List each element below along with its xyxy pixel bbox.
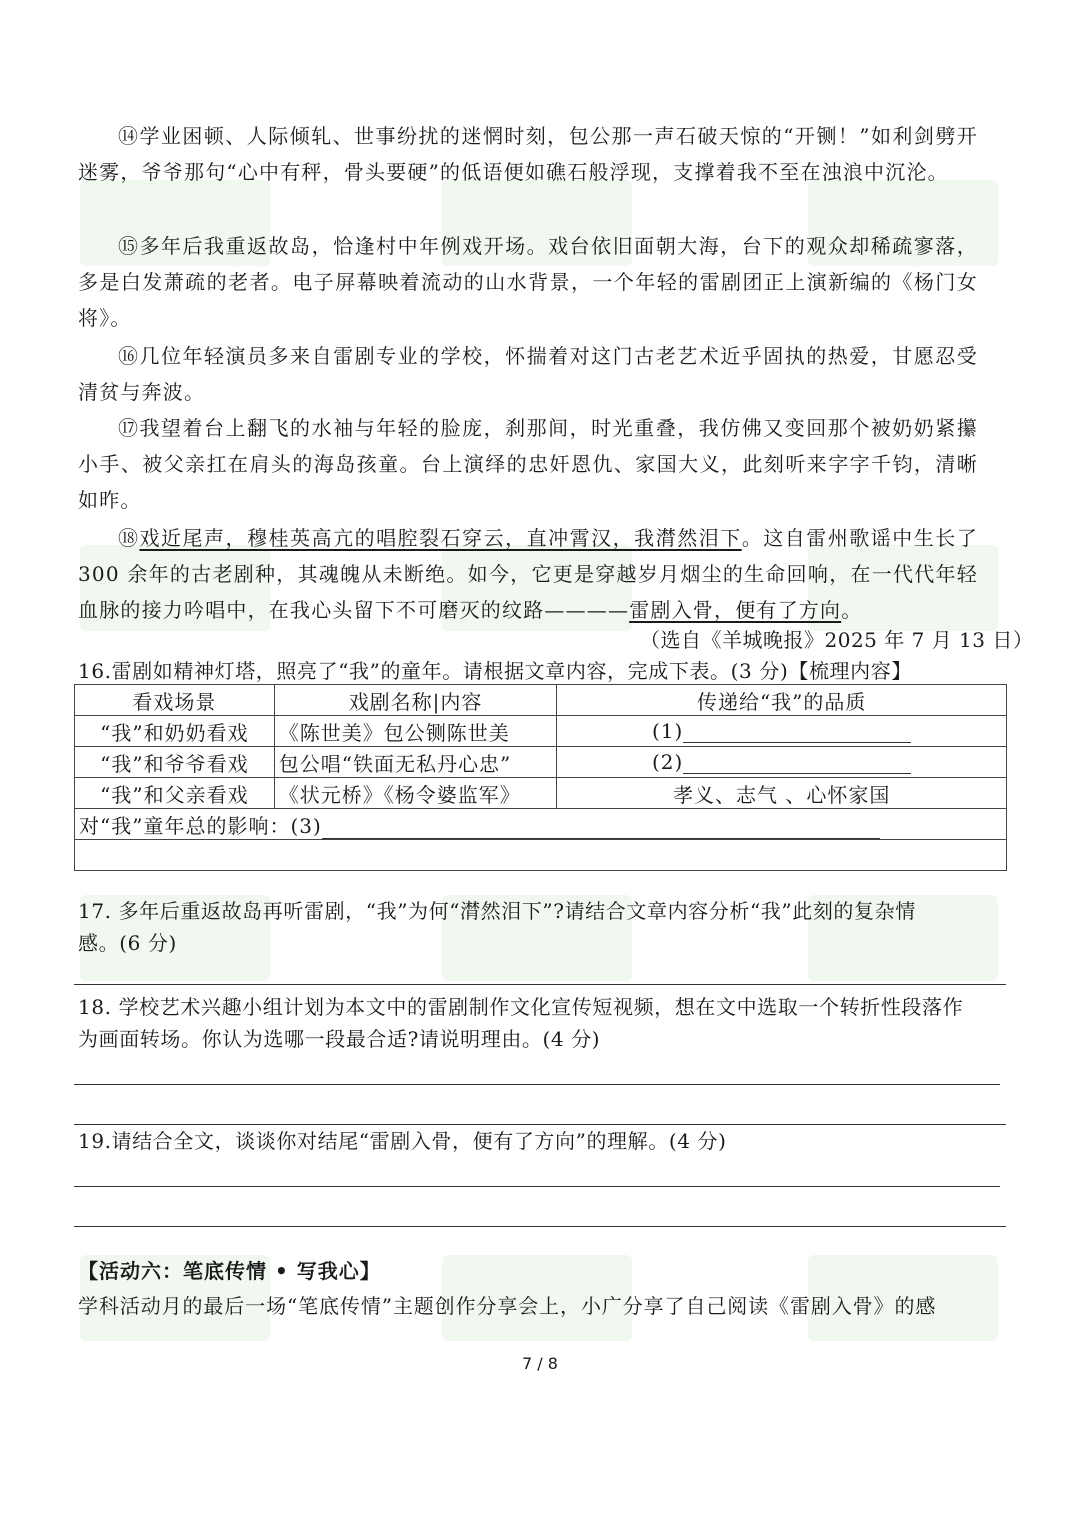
- table-row: [75, 778, 1007, 809]
- table-empty-row: [75, 840, 1007, 871]
- page-number: 7 / 8: [522, 1354, 558, 1373]
- table-row: [75, 716, 1007, 747]
- source-citation: （选自《羊城晚报》2025 年 7 月 13 日）: [640, 628, 1034, 652]
- summary-label: 对“我”童年总的影响：(3): [79, 813, 322, 838]
- table-cell-quality[interactable]: [557, 716, 1007, 747]
- question-19-line-1: 19.请结合全文，谈谈你对结尾“雷剧入骨，便有了方向”的理解。(4 分): [78, 1129, 727, 1153]
- paragraph-18-end: 。: [841, 598, 863, 622]
- table-cell-drama: 包公唱“铁面无私丹心忠”: [274, 747, 557, 778]
- underlined-ending: 雷剧入骨，便有了方向: [629, 598, 842, 622]
- table-cell-quality[interactable]: [557, 747, 1007, 778]
- paragraph-18-middle: 。这自雷州歌谣中生长了 300 余年的古老剧种，其魂魄从未断绝。如今，它更是穿越岁月烟尘的生命回响，在一代代年轻血脉的接力吟唱中，在我心头留下不可磨灭的纹路————: [78, 526, 979, 622]
- question-16-table: [74, 684, 1007, 871]
- table-header: 传递给“我”的品质: [557, 685, 1007, 716]
- table-cell-scene: “我”和父亲看戏: [75, 778, 275, 809]
- summary-cell[interactable]: [75, 809, 1007, 840]
- question-17-line-1: 17. 多年后重返故岛再听雷剧，“我”为何“潸然泪下”?请结合文章内容分析“我”此刻的复杂情: [78, 899, 916, 923]
- answer-blank-1[interactable]: [683, 724, 911, 743]
- paragraph-18: [78, 520, 978, 628]
- answer-line[interactable]: [74, 1186, 1000, 1187]
- answer-blank-3[interactable]: [322, 820, 880, 839]
- question-16-prompt: 16.雷剧如精神灯塔，照亮了“我”的童年。请根据文章内容，完成下表。(3 分)【梳理内容】: [78, 659, 912, 683]
- paragraph-18-number: ⑱: [118, 526, 140, 550]
- answer-line[interactable]: [74, 1226, 1006, 1227]
- table-cell-drama: 《陈世美》包公铡陈世美: [274, 716, 557, 747]
- paragraph-14: ⑭学业困顿、人际倾轧、世事纷扰的迷惘时刻，包公那一声石破天惊的“开铡！”如利剑劈开迷雾，爷爷那句“心中有秤，骨头要硬”的低语便如礁石般浮现，支撑着我不至在浊浪中沉沦。: [78, 124, 978, 184]
- table-cell-scene: “我”和奶奶看戏: [75, 716, 275, 747]
- table-cell-quality: 孝义、志气 、心怀家国: [557, 778, 1007, 809]
- question-18-line-2: 为画面转场。你认为选哪一段最合适?请说明理由。(4 分): [78, 1027, 601, 1051]
- question-17-line-2: 感。(6 分): [78, 931, 177, 955]
- table-header: 看戏场景: [75, 685, 275, 716]
- paragraph-16: ⑯几位年轻演员多来自雷剧专业的学校，怀揣着对这门古老艺术近乎固执的热爱，甘愿忍受清贫与奔波。: [78, 344, 978, 404]
- blank-label: (2): [652, 750, 684, 774]
- underlined-sentence: 戏近尾声，穆桂英高亢的唱腔裂石穿云，直冲霄汉，我潸然泪下: [139, 526, 742, 550]
- activity-text: 学科活动月的最后一场“笔底传情”主题创作分享会上，小广分享了自己阅读《雷剧入骨》的感: [78, 1294, 937, 1318]
- paragraph-15: ⑮多年后我重返故岛，恰逢村中年例戏开场。戏台依旧面朝大海，台下的观众却稀疏寥落，多是白发萧疏的老者。电子屏幕映着流动的山水背景，一个年轻的雷剧团正上演新编的《杨门女将》。: [78, 234, 978, 330]
- answer-blank-2[interactable]: [683, 755, 911, 774]
- answer-line[interactable]: [74, 1084, 1000, 1085]
- table-cell-scene: “我”和爷爷看戏: [75, 747, 275, 778]
- question-18-line-1: 18. 学校艺术兴趣小组计划为本文中的雷剧制作文化宣传短视频，想在文中选取一个转折性段落作: [78, 995, 964, 1019]
- blank-label: (1): [652, 719, 684, 743]
- table-cell-drama: 《状元桥》《杨令婆监军》: [274, 778, 557, 809]
- answer-line[interactable]: [74, 984, 1006, 985]
- table-header-row: [75, 685, 1007, 716]
- paragraph-17: ⑰我望着台上翻飞的水袖与年轻的脸庞，刹那间，时光重叠，我仿佛又变回那个被奶奶紧攥小手、被父亲扛在肩头的海岛孩童。台上演绎的忠奸恩仇、家国大义，此刻听来字字千钧，清晰如昨。: [78, 416, 978, 512]
- answer-line[interactable]: [74, 1124, 1006, 1125]
- activity-heading: 【活动六：笔底传情 • 写我心】: [78, 1259, 381, 1283]
- table-row: [75, 747, 1007, 778]
- table-summary-row: [75, 809, 1007, 840]
- empty-answer-cell[interactable]: [75, 840, 1007, 871]
- table-header: 戏剧名称|内容: [274, 685, 557, 716]
